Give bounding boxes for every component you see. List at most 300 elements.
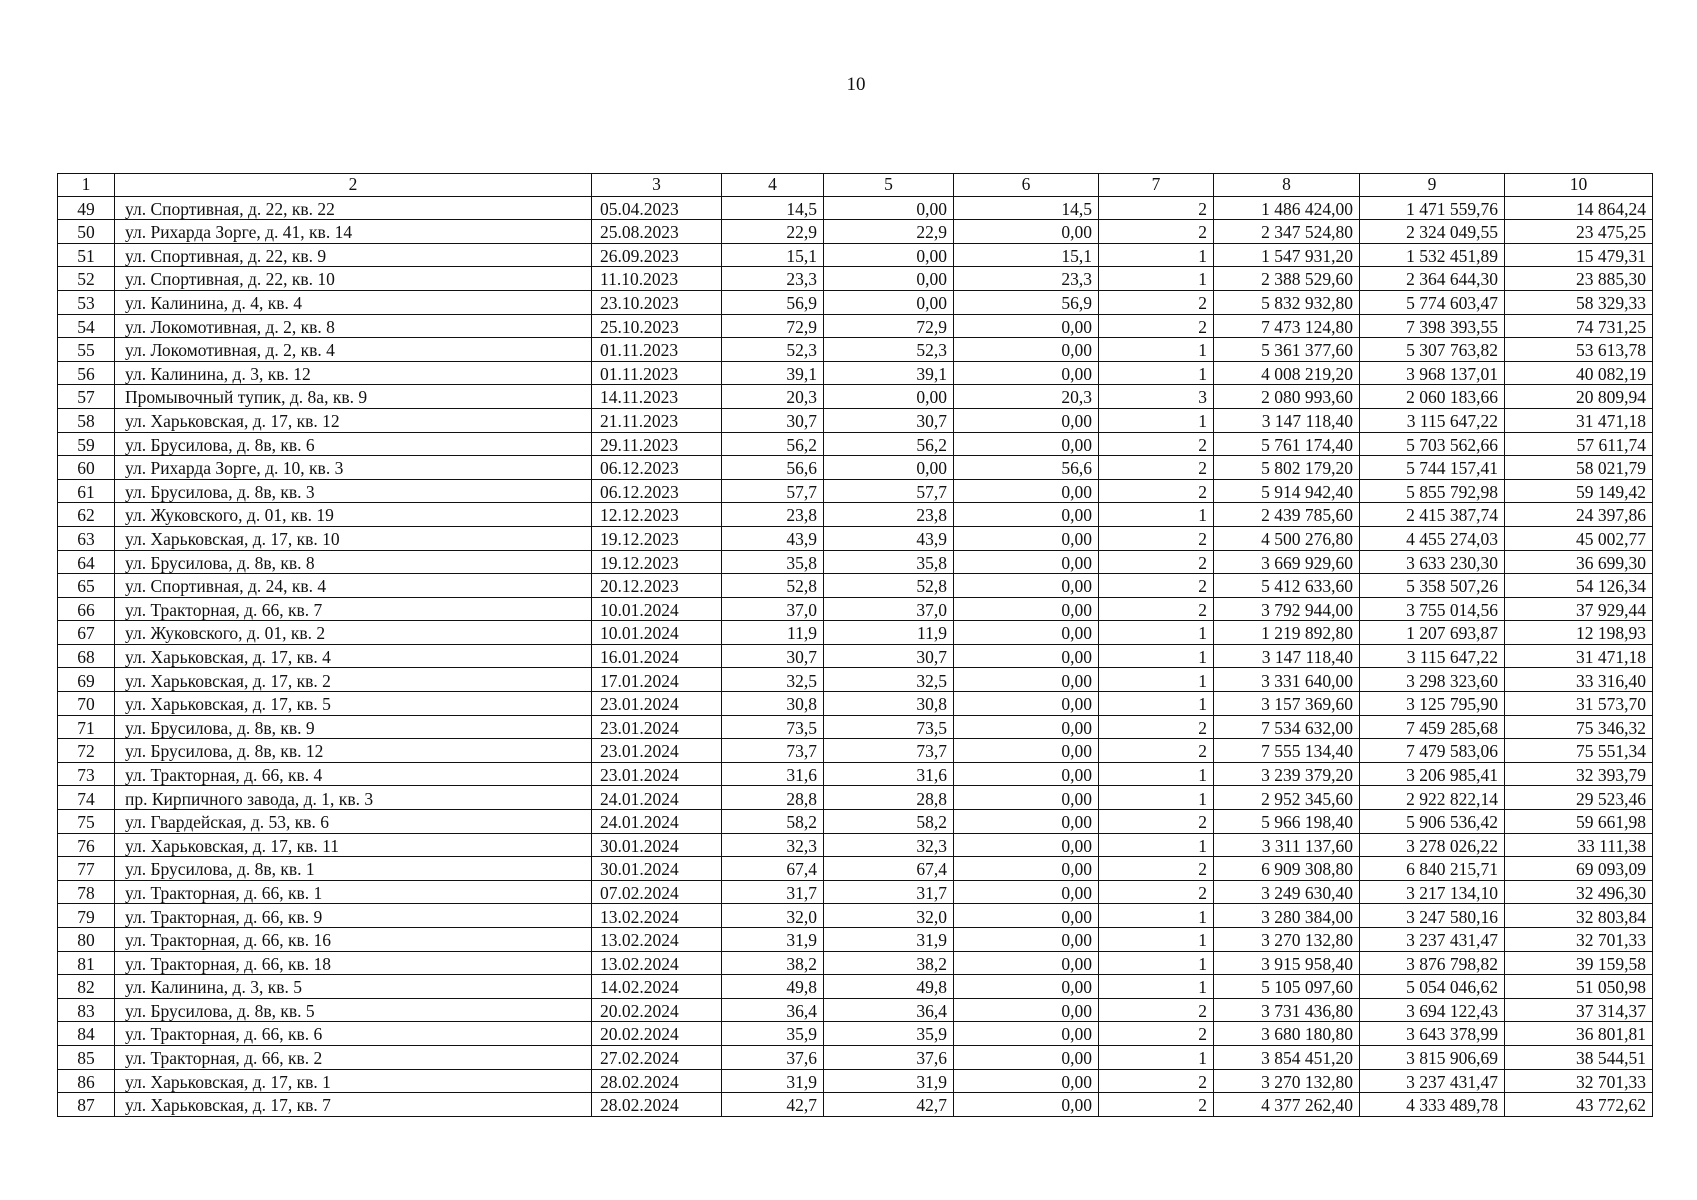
cell-address: ул. Харьковская, д. 17, кв. 5 <box>115 692 592 716</box>
cell-row-number: 59 <box>58 432 115 456</box>
table-row <box>58 314 1653 338</box>
cell-address: ул. Калинина, д. 3, кв. 5 <box>115 975 592 999</box>
cell-amount-total: 2 388 529,60 <box>1214 267 1360 291</box>
cell-count: 2 <box>1099 196 1214 220</box>
cell-total-area: 20,3 <box>722 385 824 409</box>
cell-area-a: 39,1 <box>824 361 954 385</box>
table-body <box>58 196 1653 1116</box>
cell-count: 2 <box>1099 597 1214 621</box>
cell-amount-part: 5 054 046,62 <box>1360 975 1505 999</box>
cell-count: 2 <box>1099 810 1214 834</box>
cell-amount-part: 3 237 431,47 <box>1360 1069 1505 1093</box>
cell-address: ул. Харьковская, д. 17, кв. 4 <box>115 644 592 668</box>
cell-area-a: 23,8 <box>824 503 954 527</box>
cell-total-area: 22,9 <box>722 220 824 244</box>
cell-area-b: 56,6 <box>954 456 1099 480</box>
cell-area-b: 0,00 <box>954 550 1099 574</box>
table-row <box>58 715 1653 739</box>
cell-date: 23.01.2024 <box>592 692 722 716</box>
cell-amount-total: 6 909 308,80 <box>1214 857 1360 881</box>
cell-amount-remainder: 53 613,78 <box>1505 338 1653 362</box>
cell-date: 24.01.2024 <box>592 810 722 834</box>
cell-amount-part: 5 703 562,66 <box>1360 432 1505 456</box>
cell-amount-remainder: 36 699,30 <box>1505 550 1653 574</box>
cell-amount-remainder: 74 731,25 <box>1505 314 1653 338</box>
cell-address: ул. Брусилова, д. 8в, кв. 5 <box>115 998 592 1022</box>
cell-amount-remainder: 36 801,81 <box>1505 1022 1653 1046</box>
cell-date: 19.12.2023 <box>592 526 722 550</box>
cell-row-number: 70 <box>58 692 115 716</box>
cell-date: 13.02.2024 <box>592 951 722 975</box>
cell-address: ул. Тракторная, д. 66, кв. 1 <box>115 880 592 904</box>
table-row <box>58 786 1653 810</box>
cell-total-area: 30,7 <box>722 644 824 668</box>
cell-date: 10.01.2024 <box>592 597 722 621</box>
cell-address: ул. Спортивная, д. 22, кв. 10 <box>115 267 592 291</box>
cell-amount-remainder: 14 864,24 <box>1505 196 1653 220</box>
cell-area-a: 36,4 <box>824 998 954 1022</box>
table-row <box>58 810 1653 834</box>
cell-area-b: 0,00 <box>954 1022 1099 1046</box>
cell-count: 1 <box>1099 267 1214 291</box>
column-header-4: 4 <box>722 174 824 197</box>
cell-amount-remainder: 33 111,38 <box>1505 833 1653 857</box>
cell-count: 2 <box>1099 314 1214 338</box>
cell-amount-remainder: 59 149,42 <box>1505 479 1653 503</box>
cell-area-a: 57,7 <box>824 479 954 503</box>
table-row <box>58 243 1653 267</box>
cell-amount-part: 3 115 647,22 <box>1360 644 1505 668</box>
cell-area-a: 30,7 <box>824 408 954 432</box>
cell-amount-part: 3 968 137,01 <box>1360 361 1505 385</box>
cell-address: ул. Рихарда Зорге, д. 41, кв. 14 <box>115 220 592 244</box>
cell-amount-part: 2 324 049,55 <box>1360 220 1505 244</box>
cell-count: 1 <box>1099 503 1214 527</box>
cell-count: 1 <box>1099 243 1214 267</box>
cell-amount-remainder: 45 002,77 <box>1505 526 1653 550</box>
cell-amount-part: 4 333 489,78 <box>1360 1093 1505 1117</box>
cell-amount-part: 1 471 559,76 <box>1360 196 1505 220</box>
cell-total-area: 67,4 <box>722 857 824 881</box>
cell-address: ул. Спортивная, д. 22, кв. 22 <box>115 196 592 220</box>
cell-date: 14.02.2024 <box>592 975 722 999</box>
cell-count: 2 <box>1099 220 1214 244</box>
cell-amount-total: 3 731 436,80 <box>1214 998 1360 1022</box>
cell-area-b: 56,9 <box>954 290 1099 314</box>
cell-amount-total: 1 486 424,00 <box>1214 196 1360 220</box>
cell-address: ул. Жуковского, д. 01, кв. 2 <box>115 621 592 645</box>
cell-date: 23.01.2024 <box>592 715 722 739</box>
table-row <box>58 644 1653 668</box>
cell-area-b: 0,00 <box>954 786 1099 810</box>
cell-area-a: 38,2 <box>824 951 954 975</box>
cell-area-a: 73,7 <box>824 739 954 763</box>
cell-row-number: 55 <box>58 338 115 362</box>
cell-area-b: 0,00 <box>954 762 1099 786</box>
table-row <box>58 928 1653 952</box>
cell-address: ул. Брусилова, д. 8в, кв. 12 <box>115 739 592 763</box>
cell-amount-remainder: 59 661,98 <box>1505 810 1653 834</box>
cell-total-area: 35,9 <box>722 1022 824 1046</box>
cell-row-number: 74 <box>58 786 115 810</box>
cell-total-area: 14,5 <box>722 196 824 220</box>
cell-row-number: 81 <box>58 951 115 975</box>
data-table <box>57 173 1653 1117</box>
cell-area-a: 0,00 <box>824 196 954 220</box>
cell-total-area: 23,8 <box>722 503 824 527</box>
table-row <box>58 597 1653 621</box>
cell-area-a: 30,8 <box>824 692 954 716</box>
cell-total-area: 56,2 <box>722 432 824 456</box>
column-header-8: 8 <box>1214 174 1360 197</box>
cell-amount-total: 3 157 369,60 <box>1214 692 1360 716</box>
cell-date: 14.11.2023 <box>592 385 722 409</box>
cell-count: 1 <box>1099 408 1214 432</box>
cell-amount-total: 3 239 379,20 <box>1214 762 1360 786</box>
table-row <box>58 1093 1653 1117</box>
cell-amount-part: 5 744 157,41 <box>1360 456 1505 480</box>
table-row <box>58 385 1653 409</box>
cell-amount-total: 3 270 132,80 <box>1214 928 1360 952</box>
cell-address: ул. Харьковская, д. 17, кв. 11 <box>115 833 592 857</box>
cell-date: 12.12.2023 <box>592 503 722 527</box>
cell-total-area: 23,3 <box>722 267 824 291</box>
cell-total-area: 37,6 <box>722 1045 824 1069</box>
cell-amount-total: 3 915 958,40 <box>1214 951 1360 975</box>
table-row <box>58 574 1653 598</box>
cell-row-number: 66 <box>58 597 115 621</box>
cell-amount-total: 4 500 276,80 <box>1214 526 1360 550</box>
cell-row-number: 61 <box>58 479 115 503</box>
table-row <box>58 408 1653 432</box>
cell-amount-part: 7 479 583,06 <box>1360 739 1505 763</box>
cell-count: 1 <box>1099 668 1214 692</box>
cell-count: 1 <box>1099 975 1214 999</box>
cell-address: ул. Харьковская, д. 17, кв. 12 <box>115 408 592 432</box>
cell-amount-total: 3 680 180,80 <box>1214 1022 1360 1046</box>
cell-amount-remainder: 24 397,86 <box>1505 503 1653 527</box>
cell-date: 20.12.2023 <box>592 574 722 598</box>
cell-area-a: 32,5 <box>824 668 954 692</box>
cell-address: ул. Гвардейская, д. 53, кв. 6 <box>115 810 592 834</box>
table-row <box>58 692 1653 716</box>
cell-count: 2 <box>1099 526 1214 550</box>
table-header <box>58 174 1653 197</box>
column-header-7: 7 <box>1099 174 1214 197</box>
cell-row-number: 79 <box>58 904 115 928</box>
cell-row-number: 83 <box>58 998 115 1022</box>
column-header-3: 3 <box>592 174 722 197</box>
cell-row-number: 62 <box>58 503 115 527</box>
cell-amount-total: 5 966 198,40 <box>1214 810 1360 834</box>
cell-row-number: 71 <box>58 715 115 739</box>
cell-amount-part: 2 364 644,30 <box>1360 267 1505 291</box>
cell-count: 2 <box>1099 550 1214 574</box>
cell-area-b: 0,00 <box>954 621 1099 645</box>
cell-total-area: 11,9 <box>722 621 824 645</box>
cell-total-area: 52,8 <box>722 574 824 598</box>
cell-area-b: 0,00 <box>954 998 1099 1022</box>
cell-area-a: 28,8 <box>824 786 954 810</box>
cell-area-a: 52,3 <box>824 338 954 362</box>
cell-count: 2 <box>1099 715 1214 739</box>
cell-count: 2 <box>1099 479 1214 503</box>
cell-row-number: 56 <box>58 361 115 385</box>
cell-amount-total: 3 311 137,60 <box>1214 833 1360 857</box>
cell-total-area: 31,9 <box>722 1069 824 1093</box>
cell-row-number: 84 <box>58 1022 115 1046</box>
cell-area-a: 72,9 <box>824 314 954 338</box>
cell-count: 3 <box>1099 385 1214 409</box>
cell-date: 30.01.2024 <box>592 857 722 881</box>
cell-row-number: 63 <box>58 526 115 550</box>
cell-amount-total: 3 280 384,00 <box>1214 904 1360 928</box>
cell-amount-total: 4 377 262,40 <box>1214 1093 1360 1117</box>
cell-amount-remainder: 32 701,33 <box>1505 1069 1653 1093</box>
table-row <box>58 267 1653 291</box>
cell-amount-part: 5 906 536,42 <box>1360 810 1505 834</box>
cell-amount-part: 3 278 026,22 <box>1360 833 1505 857</box>
cell-area-a: 0,00 <box>824 243 954 267</box>
cell-date: 11.10.2023 <box>592 267 722 291</box>
cell-date: 16.01.2024 <box>592 644 722 668</box>
cell-area-b: 0,00 <box>954 810 1099 834</box>
cell-amount-remainder: 15 479,31 <box>1505 243 1653 267</box>
table-row <box>58 857 1653 881</box>
cell-area-b: 0,00 <box>954 597 1099 621</box>
cell-amount-remainder: 31 471,18 <box>1505 644 1653 668</box>
cell-amount-remainder: 32 393,79 <box>1505 762 1653 786</box>
cell-amount-part: 3 206 985,41 <box>1360 762 1505 786</box>
cell-area-a: 43,9 <box>824 526 954 550</box>
cell-total-area: 43,9 <box>722 526 824 550</box>
cell-address: ул. Калинина, д. 4, кв. 4 <box>115 290 592 314</box>
cell-count: 2 <box>1099 880 1214 904</box>
cell-amount-part: 5 855 792,98 <box>1360 479 1505 503</box>
table-row <box>58 668 1653 692</box>
table-row <box>58 290 1653 314</box>
table-row <box>58 998 1653 1022</box>
cell-date: 19.12.2023 <box>592 550 722 574</box>
cell-area-a: 0,00 <box>824 385 954 409</box>
table-row <box>58 951 1653 975</box>
cell-total-area: 73,5 <box>722 715 824 739</box>
cell-amount-total: 2 952 345,60 <box>1214 786 1360 810</box>
cell-row-number: 73 <box>58 762 115 786</box>
cell-address: ул. Тракторная, д. 66, кв. 16 <box>115 928 592 952</box>
cell-amount-total: 7 473 124,80 <box>1214 314 1360 338</box>
cell-area-a: 11,9 <box>824 621 954 645</box>
cell-date: 25.08.2023 <box>592 220 722 244</box>
cell-address: ул. Тракторная, д. 66, кв. 9 <box>115 904 592 928</box>
cell-amount-total: 3 331 640,00 <box>1214 668 1360 692</box>
cell-address: ул. Харьковская, д. 17, кв. 10 <box>115 526 592 550</box>
cell-area-a: 49,8 <box>824 975 954 999</box>
cell-area-b: 0,00 <box>954 432 1099 456</box>
cell-count: 1 <box>1099 786 1214 810</box>
cell-address: ул. Жуковского, д. 01, кв. 19 <box>115 503 592 527</box>
cell-count: 2 <box>1099 432 1214 456</box>
cell-amount-total: 1 219 892,80 <box>1214 621 1360 645</box>
cell-total-area: 36,4 <box>722 998 824 1022</box>
cell-amount-part: 3 217 134,10 <box>1360 880 1505 904</box>
cell-amount-part: 7 459 285,68 <box>1360 715 1505 739</box>
cell-area-b: 0,00 <box>954 526 1099 550</box>
cell-amount-total: 5 761 174,40 <box>1214 432 1360 456</box>
table-row <box>58 220 1653 244</box>
cell-total-area: 35,8 <box>722 550 824 574</box>
cell-row-number: 58 <box>58 408 115 432</box>
cell-amount-total: 7 534 632,00 <box>1214 715 1360 739</box>
cell-area-a: 31,9 <box>824 1069 954 1093</box>
table-row <box>58 479 1653 503</box>
table-row <box>58 975 1653 999</box>
cell-area-b: 0,00 <box>954 904 1099 928</box>
cell-amount-part: 3 633 230,30 <box>1360 550 1505 574</box>
cell-area-b: 0,00 <box>954 880 1099 904</box>
cell-amount-part: 3 876 798,82 <box>1360 951 1505 975</box>
cell-total-area: 42,7 <box>722 1093 824 1117</box>
cell-row-number: 85 <box>58 1045 115 1069</box>
cell-row-number: 49 <box>58 196 115 220</box>
table-row <box>58 833 1653 857</box>
cell-amount-total: 5 802 179,20 <box>1214 456 1360 480</box>
cell-amount-part: 3 694 122,43 <box>1360 998 1505 1022</box>
cell-row-number: 86 <box>58 1069 115 1093</box>
cell-amount-total: 4 008 219,20 <box>1214 361 1360 385</box>
cell-area-b: 0,00 <box>954 668 1099 692</box>
cell-address: ул. Рихарда Зорге, д. 10, кв. 3 <box>115 456 592 480</box>
cell-area-b: 0,00 <box>954 314 1099 338</box>
cell-date: 01.11.2023 <box>592 338 722 362</box>
cell-total-area: 30,7 <box>722 408 824 432</box>
cell-total-area: 32,5 <box>722 668 824 692</box>
cell-date: 13.02.2024 <box>592 904 722 928</box>
cell-date: 06.12.2023 <box>592 479 722 503</box>
cell-total-area: 39,1 <box>722 361 824 385</box>
table-row <box>58 503 1653 527</box>
cell-count: 1 <box>1099 361 1214 385</box>
cell-area-a: 67,4 <box>824 857 954 881</box>
table-row <box>58 1045 1653 1069</box>
cell-total-area: 32,0 <box>722 904 824 928</box>
table-row <box>58 621 1653 645</box>
cell-address: ул. Брусилова, д. 8в, кв. 3 <box>115 479 592 503</box>
cell-address: ул. Харьковская, д. 17, кв. 2 <box>115 668 592 692</box>
cell-amount-total: 3 270 132,80 <box>1214 1069 1360 1093</box>
cell-row-number: 53 <box>58 290 115 314</box>
cell-amount-total: 7 555 134,40 <box>1214 739 1360 763</box>
cell-amount-remainder: 32 803,84 <box>1505 904 1653 928</box>
cell-address: ул. Тракторная, д. 66, кв. 4 <box>115 762 592 786</box>
cell-date: 17.01.2024 <box>592 668 722 692</box>
cell-total-area: 56,6 <box>722 456 824 480</box>
cell-address: ул. Тракторная, д. 66, кв. 18 <box>115 951 592 975</box>
cell-area-a: 42,7 <box>824 1093 954 1117</box>
cell-area-a: 35,8 <box>824 550 954 574</box>
cell-area-b: 0,00 <box>954 1069 1099 1093</box>
cell-date: 23.01.2024 <box>592 762 722 786</box>
cell-amount-remainder: 58 021,79 <box>1505 456 1653 480</box>
cell-row-number: 77 <box>58 857 115 881</box>
table-row <box>58 338 1653 362</box>
cell-area-a: 32,3 <box>824 833 954 857</box>
cell-area-b: 23,3 <box>954 267 1099 291</box>
cell-amount-remainder: 31 573,70 <box>1505 692 1653 716</box>
cell-amount-total: 3 792 944,00 <box>1214 597 1360 621</box>
cell-area-b: 15,1 <box>954 243 1099 267</box>
cell-date: 30.01.2024 <box>592 833 722 857</box>
cell-amount-total: 2 080 993,60 <box>1214 385 1360 409</box>
cell-total-area: 73,7 <box>722 739 824 763</box>
table-row <box>58 1069 1653 1093</box>
cell-amount-part: 5 774 603,47 <box>1360 290 1505 314</box>
cell-amount-part: 5 358 507,26 <box>1360 574 1505 598</box>
cell-address: ул. Харьковская, д. 17, кв. 1 <box>115 1069 592 1093</box>
cell-amount-part: 3 298 323,60 <box>1360 668 1505 692</box>
cell-area-a: 0,00 <box>824 267 954 291</box>
table-row <box>58 432 1653 456</box>
cell-date: 01.11.2023 <box>592 361 722 385</box>
cell-area-a: 32,0 <box>824 904 954 928</box>
cell-total-area: 49,8 <box>722 975 824 999</box>
cell-count: 1 <box>1099 338 1214 362</box>
cell-address: ул. Спортивная, д. 22, кв. 9 <box>115 243 592 267</box>
cell-date: 25.10.2023 <box>592 314 722 338</box>
column-header-10: 10 <box>1505 174 1653 197</box>
cell-date: 23.10.2023 <box>592 290 722 314</box>
cell-amount-remainder: 33 316,40 <box>1505 668 1653 692</box>
cell-row-number: 87 <box>58 1093 115 1117</box>
cell-area-b: 0,00 <box>954 644 1099 668</box>
cell-area-a: 31,9 <box>824 928 954 952</box>
cell-count: 1 <box>1099 621 1214 645</box>
cell-amount-remainder: 20 809,94 <box>1505 385 1653 409</box>
cell-row-number: 72 <box>58 739 115 763</box>
cell-total-area: 15,1 <box>722 243 824 267</box>
cell-total-area: 28,8 <box>722 786 824 810</box>
cell-area-b: 0,00 <box>954 951 1099 975</box>
cell-address: ул. Локомотивная, д. 2, кв. 4 <box>115 338 592 362</box>
cell-date: 26.09.2023 <box>592 243 722 267</box>
cell-area-b: 20,3 <box>954 385 1099 409</box>
cell-total-area: 52,3 <box>722 338 824 362</box>
cell-amount-part: 2 060 183,66 <box>1360 385 1505 409</box>
cell-amount-remainder: 23 885,30 <box>1505 267 1653 291</box>
cell-amount-remainder: 54 126,34 <box>1505 574 1653 598</box>
table-row <box>58 904 1653 928</box>
cell-amount-total: 2 439 785,60 <box>1214 503 1360 527</box>
cell-amount-total: 2 347 524,80 <box>1214 220 1360 244</box>
cell-amount-total: 5 105 097,60 <box>1214 975 1360 999</box>
cell-area-a: 58,2 <box>824 810 954 834</box>
cell-area-b: 0,00 <box>954 975 1099 999</box>
cell-total-area: 56,9 <box>722 290 824 314</box>
cell-amount-remainder: 58 329,33 <box>1505 290 1653 314</box>
cell-row-number: 82 <box>58 975 115 999</box>
cell-area-b: 0,00 <box>954 857 1099 881</box>
cell-row-number: 50 <box>58 220 115 244</box>
cell-area-b: 0,00 <box>954 479 1099 503</box>
cell-amount-remainder: 29 523,46 <box>1505 786 1653 810</box>
cell-area-b: 0,00 <box>954 503 1099 527</box>
cell-row-number: 76 <box>58 833 115 857</box>
table-row <box>58 456 1653 480</box>
column-header-1: 1 <box>58 174 115 197</box>
cell-amount-remainder: 37 929,44 <box>1505 597 1653 621</box>
cell-area-b: 0,00 <box>954 1093 1099 1117</box>
cell-area-b: 0,00 <box>954 361 1099 385</box>
